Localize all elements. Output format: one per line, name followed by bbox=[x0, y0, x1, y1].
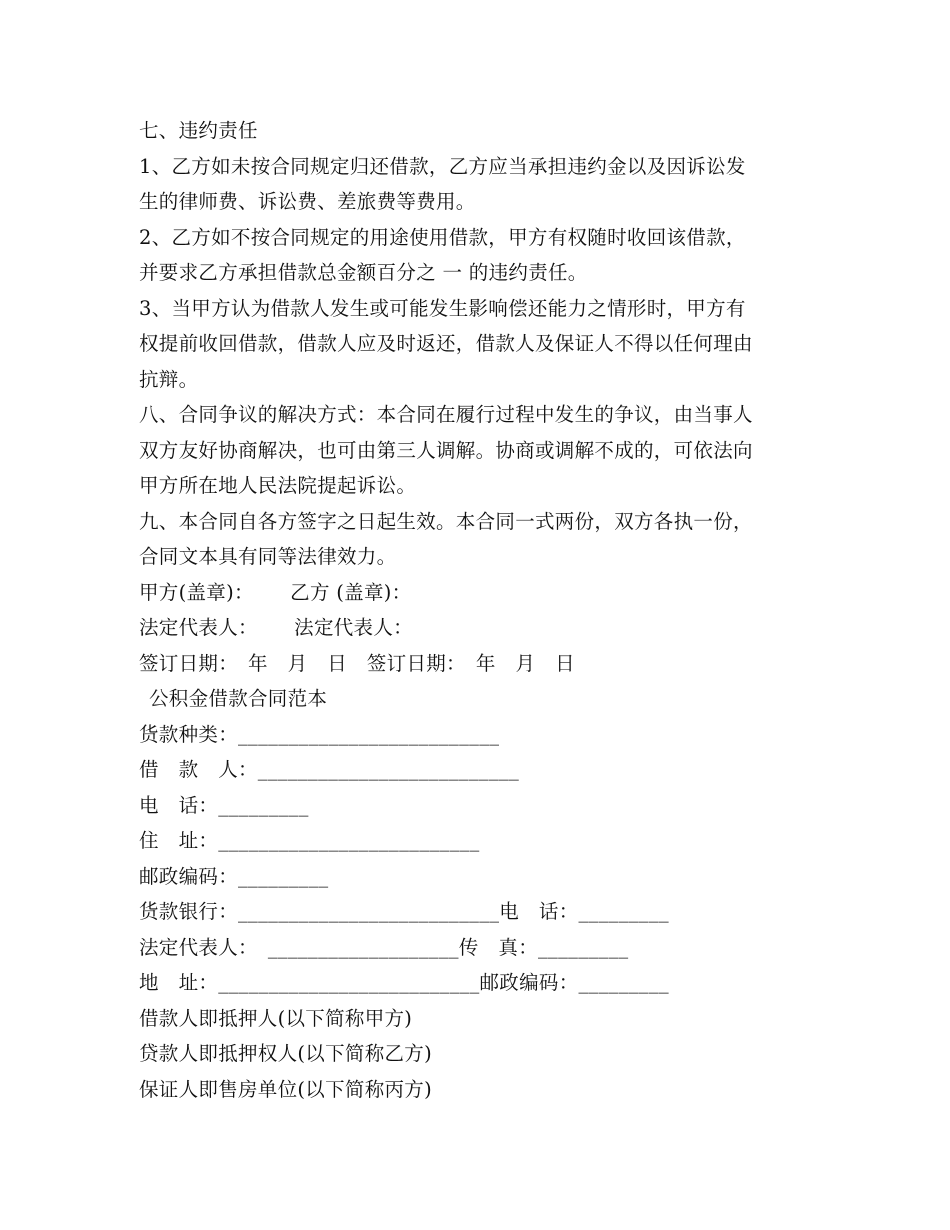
field-lending-bank: 货款银行：__________________________电 话：_________ bbox=[139, 900, 669, 923]
signature-representative-line: 法定代表人： 法定代表人： bbox=[139, 616, 413, 639]
section-8-line-2: 双方友好协商解决，也可由第三人调解。协商或调解不成的，可依法向 bbox=[139, 438, 753, 462]
clause-7-1-line-1: 1、乙方如未按合同规定归还借款，乙方应当承担违约金以及因诉讼发 bbox=[139, 154, 746, 178]
section-8-line-3: 甲方所在地人民法院提起诉讼。 bbox=[139, 474, 417, 497]
field-postal-code: 邮政编码：_________ bbox=[139, 864, 329, 888]
section-8-line-1: 八、合同争议的解决方式：本合同在履行过程中发生的争议，由当事人 bbox=[139, 403, 753, 426]
section-9-line-2: 合同文本具有同等法律效力。 bbox=[139, 545, 397, 568]
party-b-definition: 贷款人即抵押权人(以下简称乙方) bbox=[139, 1042, 433, 1065]
clause-7-3-line-3: 抗辩。 bbox=[139, 367, 199, 391]
signature-party-line: 甲方(盖章)： 乙方 (盖章)： bbox=[139, 580, 412, 604]
field-address: 住 址：__________________________ bbox=[139, 829, 480, 852]
document-page bbox=[139, 113, 839, 1107]
field-phone: 电 话：_________ bbox=[139, 793, 309, 817]
field-legal-representative: 法定代表人： ___________________传 真：_________ bbox=[139, 935, 629, 959]
contract-title: 公积金借款合同范本 bbox=[149, 687, 328, 710]
party-a-definition: 借款人即抵押人(以下简称甲方) bbox=[139, 1006, 413, 1030]
clause-7-3-line-2: 权提前收回借款，借款人应及时返还，借款人及保证人不得以任何理由 bbox=[139, 332, 753, 355]
clause-7-2-line-1: 2、乙方如不按合同规定的用途使用借款，甲方有权随时收回该借款， bbox=[139, 225, 746, 249]
field-borrower: 借 款 人：__________________________ bbox=[139, 758, 520, 781]
field-loan-type: 货款种类：__________________________ bbox=[139, 722, 500, 746]
clause-7-3-line-1: 3、当甲方认为借款人发生或可能发生影响偿还能力之情形时，甲方有 bbox=[139, 296, 746, 320]
signature-date-line: 签订日期： 年 月 日 签订日期： 年 月 日 bbox=[139, 651, 575, 675]
section-9-line-1: 九、本合同自各方签字之日起生效。本合同一式两份，双方各执一份， bbox=[139, 509, 753, 533]
field-bank-address: 地 址：__________________________邮政编码：_________ bbox=[139, 971, 669, 994]
clause-7-1-line-2: 生的律师费、诉讼费、差旅费等费用。 bbox=[139, 190, 476, 213]
party-c-definition: 保证人即售房单位(以下简称丙方) bbox=[139, 1077, 433, 1101]
section-heading-7: 七、违约责任 bbox=[139, 119, 258, 142]
clause-7-2-line-2: 并要求乙方承担借款总金额百分之 一 的违约责任。 bbox=[139, 261, 588, 284]
